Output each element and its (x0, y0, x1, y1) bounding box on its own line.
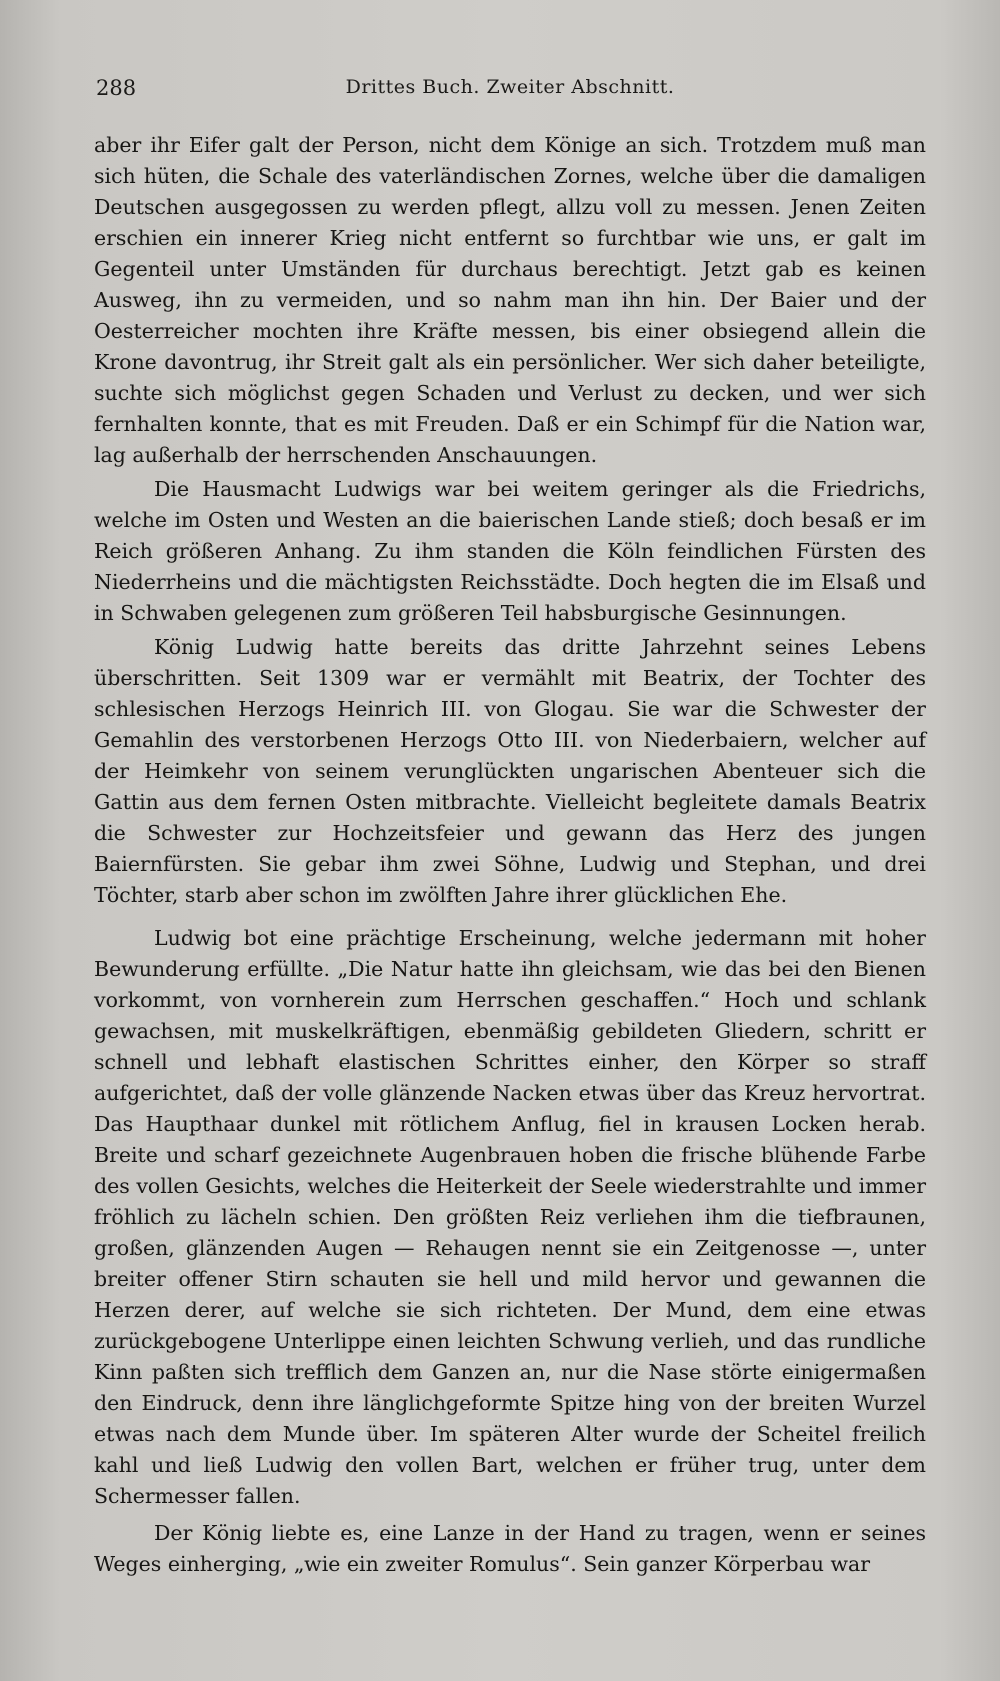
page-number: 288 (96, 76, 137, 100)
page-header (96, 76, 924, 106)
paragraph-4: Ludwig bot eine prächtige Erscheinung, welche jedermann mit hoher Bewunderung erfüllte. „Die Natur hatte ihn gleichsam, wie das bei den Bienen vorkommt, von vornherein zum Herrschen geschaffen.“ Hoch und schlank gewachsen, mit muskelkräftigen, ebenmäßig gebildeten Gliedern, schritt er schnell und lebhaft elastischen Schrittes einher, den Körper so straff aufgerichtet, daß der volle glänzende Nacken etwas über das Kreuz hervortrat. Das Haupthaar dunkel mit rötlichem Anflug, fiel in krausen Locken herab. Breite und scharf gezeichnete Augenbrauen hoben die frische blühende Farbe des vollen Gesichts, welches die Heiterkeit der Seele wiederstrahlte und immer fröhlich zu lächeln schien. Den größten Reiz verliehen ihm die tiefbraunen, großen, glänzenden Augen — Rehaugen nennt sie ein Zeitgenosse —, unter breiter offener Stirn schauten sie hell und mild hervor und gewannen die Herzen derer, auf welche sie sich richteten. Der Mund, dem eine etwas zurückgebogene Unterlippe einen leichten Schwung verlieh, und das rundliche Kinn paßten sich trefflich dem Ganzen an, nur die Nase störte einigermaßen den Eindruck, denn ihre länglichgeformte Spitze hing von der breiten Wurzel etwas nach dem Munde über. Im späteren Alter wurde der Scheitel freilich kahl und ließ Ludwig den vollen Bart, welchen er früher trug, unter dem Schermesser fallen. (94, 926, 926, 1508)
paragraph-1: aber ihr Eifer galt der Person, nicht dem Könige an sich. Trotzdem muß man sich hüten, die Schale des vaterländischen Zornes, welche über die damaligen Deutschen ausgegossen zu werden pflegt, allzu voll zu messen. Jenen Zeiten erschien ein innerer Krieg nicht entfernt so furchtbar wie uns, er galt im Gegenteil unter Umständen für durchaus berechtigt. Jetzt gab es keinen Ausweg, ihn zu vermeiden, und so nahm man ihn hin. Der Baier und der Oesterreicher mochten ihre Kräfte messen, bis einer obsiegend allein die Krone davontrug, ihr Streit galt als ein persönlicher. Wer sich daher beteiligte, suchte sich möglichst gegen Schaden und Verlust zu decken, und wer sich fernhalten konnte, that es mit Freuden. Daß er ein Schimpf für die Nation war, lag außerhalb der herrschenden Anschauungen. (94, 133, 926, 467)
running-head: Drittes Buch. Zweiter Abschnitt. (345, 76, 675, 98)
paragraph-5: Der König liebte es, eine Lanze in der Hand zu tragen, wenn er seines Weges einherging, „wie ein zweiter Romulus“. Sein ganzer Körperbau war (94, 1521, 926, 1576)
paragraph-3: König Ludwig hatte bereits das dritte Jahrzehnt seines Lebens überschritten. Seit 1309 war er vermählt mit Beatrix, der Tochter des schlesischen Herzogs Heinrich III. von Glogau. Sie war die Schwester der Gemahlin des verstorbenen Herzogs Otto III. von Niederbaiern, welcher auf der Heimkehr von seinem verunglückten ungarischen Abenteuer sich die Gattin aus dem fernen Osten mitbrachte. Vielleicht begleitete damals Beatrix die Schwester zur Hochzeitsfeier und gewann das Herz des jungen Baiernfürsten. Sie gebar ihm zwei Söhne, Ludwig und Stephan, und drei Töchter, starb aber schon im zwölften Jahre ihrer glücklichen Ehe. (94, 635, 926, 907)
paragraph-2: Die Hausmacht Ludwigs war bei weitem geringer als die Friedrichs, welche im Osten und Westen an die baierischen Lande stieß; doch besaß er im Reich größeren Anhang. Zu ihm standen die Köln feindlichen Fürsten des Niederrheins und die mächtigsten Reichsstädte. Doch hegten die im Elsaß und in Schwaben gelegenen zum größeren Teil habsburgische Gesinnungen. (94, 477, 926, 625)
body-text (94, 130, 926, 1580)
